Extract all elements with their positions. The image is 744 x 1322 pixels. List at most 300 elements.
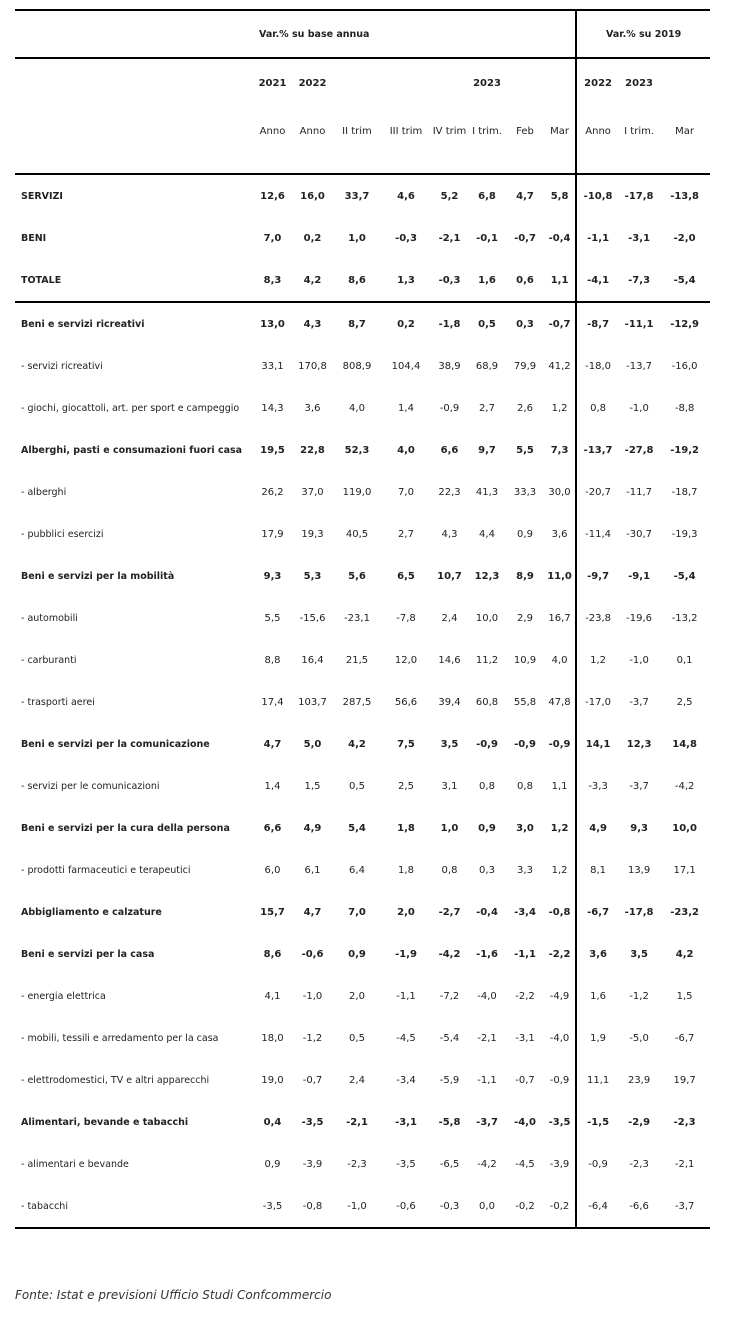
- cell-value: 3,6: [576, 933, 619, 975]
- cell-value: -5,8: [438, 1116, 461, 1128]
- cell-value: 23,9: [627, 1074, 651, 1086]
- cell-value: -11,4: [576, 513, 619, 555]
- cell-value: 1,2: [550, 822, 569, 834]
- cell-value: 3,5: [440, 738, 459, 750]
- cell-value: 170,8: [298, 360, 327, 372]
- row-label: BENI: [21, 232, 47, 244]
- row-label: Beni e servizi per la cura della persona: [21, 822, 230, 834]
- cell-value: 3,0: [516, 822, 534, 834]
- cell-value: -11,1: [624, 318, 654, 330]
- row-label: - mobili, tessili e arredamento per la casa: [21, 1032, 219, 1044]
- cell-value: 1,0: [440, 822, 459, 834]
- cell-value: -0,9: [576, 1143, 619, 1185]
- cell-value: -23,2: [670, 906, 700, 918]
- cell-value: 33,3: [513, 486, 537, 498]
- cell-value: -0,3: [395, 232, 417, 244]
- table-row: [15, 849, 710, 891]
- cell-value: 33,1: [261, 360, 284, 372]
- cell-value: -6,6: [619, 1185, 659, 1228]
- period-header: Anno: [253, 91, 292, 174]
- cell-value: 14,3: [261, 402, 284, 414]
- cell-value: -6,4: [576, 1185, 619, 1228]
- cell-value: 3,6: [551, 528, 568, 540]
- cell-value: 0,2: [303, 232, 322, 244]
- cell-value: -0,7: [515, 1074, 535, 1086]
- cell-value: 5,4: [348, 822, 366, 834]
- cell-value: 5,8: [550, 190, 569, 202]
- cell-value: -13,7: [576, 429, 619, 471]
- cell-value: 2,9: [517, 612, 533, 624]
- cell-value: 0,5: [349, 1032, 365, 1044]
- cell-value: 1,1: [551, 780, 568, 792]
- table-row: [15, 1143, 710, 1185]
- cell-value: 6,1: [304, 864, 321, 876]
- cell-value: -5,0: [629, 1032, 649, 1044]
- cell-value: 2,7: [398, 528, 414, 540]
- cell-value: 40,5: [345, 528, 369, 540]
- row-label: - servizi per le comunicazioni: [21, 780, 160, 792]
- table-row: [15, 681, 710, 723]
- data-table: [15, 9, 710, 1229]
- cell-value: 0,8: [576, 387, 619, 429]
- cell-value: -0,9: [439, 402, 460, 414]
- cell-value: -2,1: [674, 1158, 695, 1170]
- cell-value: -4,0: [514, 1116, 536, 1128]
- table-row: [15, 639, 710, 681]
- cell-value: 0,4: [263, 1116, 282, 1128]
- cell-value: 6,6: [440, 444, 459, 456]
- cell-value: -9,1: [628, 570, 651, 582]
- cell-value: 0,8: [479, 780, 495, 792]
- cell-value: -2,3: [673, 1116, 696, 1128]
- row-label: - prodotti farmaceutici e terapeutici: [21, 864, 191, 876]
- header-blank: [15, 10, 253, 58]
- cell-value: 8,6: [333, 259, 381, 302]
- cell-value: -3,7: [629, 780, 649, 792]
- cell-value: 4,2: [348, 738, 366, 750]
- cell-value: 1,6: [576, 975, 619, 1017]
- table-row: [15, 765, 710, 807]
- cell-value: -0,9: [476, 738, 498, 750]
- cell-value: -10,8: [576, 174, 619, 217]
- cell-value: -3,5: [396, 1158, 416, 1170]
- cell-value: 5,3: [303, 570, 322, 582]
- source-note: Fonte: Istat e previsioni Ufficio Studi Confcommercio: [15, 1288, 332, 1302]
- cell-value: -6,5: [439, 1158, 460, 1170]
- cell-value: 41,3: [475, 486, 499, 498]
- table-row: [15, 513, 710, 555]
- cell-value: -1,1: [477, 1074, 497, 1086]
- row-label: - alberghi: [21, 486, 67, 498]
- cell-value: 68,9: [475, 360, 499, 372]
- cell-value: 11,1: [576, 1059, 619, 1101]
- cell-value: 4,2: [292, 259, 333, 302]
- cell-value: -1,0: [333, 1185, 381, 1228]
- row-label: Beni e servizi per la comunicazione: [21, 738, 210, 750]
- cell-value: -27,8: [624, 444, 654, 456]
- cell-value: 4,2: [675, 948, 694, 960]
- cell-value: 1,0: [348, 232, 366, 244]
- cell-value: -19,2: [670, 444, 700, 456]
- cell-value: 808,9: [342, 360, 372, 372]
- cell-value: -0,7: [548, 318, 571, 330]
- cell-value: -0,9: [514, 738, 536, 750]
- cell-value: -0,3: [431, 259, 468, 302]
- cell-value: 22,8: [300, 444, 325, 456]
- period-header: Mar: [659, 91, 710, 174]
- cell-value: -5,4: [673, 570, 696, 582]
- cell-value: -2,1: [477, 1032, 497, 1044]
- year-2022: 2022: [298, 78, 327, 89]
- cell-value: 119,0: [342, 486, 372, 498]
- cell-value: 8,3: [253, 259, 292, 302]
- cell-value: 0,9: [264, 1158, 281, 1170]
- cell-value: 7,0: [398, 486, 414, 498]
- cell-value: 11,2: [475, 654, 499, 666]
- cell-value: -3,3: [576, 765, 619, 807]
- cell-value: -1,2: [302, 1032, 323, 1044]
- cell-value: 3,1: [441, 780, 458, 792]
- cell-value: 7,5: [397, 738, 415, 750]
- cell-value: 13,0: [260, 318, 285, 330]
- cell-value: -13,7: [626, 360, 653, 372]
- cell-value: 2,4: [441, 612, 458, 624]
- cell-value: 0,9: [348, 948, 366, 960]
- cell-value: 56,6: [394, 696, 418, 708]
- cell-value: 17,9: [261, 528, 284, 540]
- table-row: [15, 975, 710, 1017]
- cell-value: 16,0: [300, 190, 325, 202]
- cell-value: -2,3: [347, 1158, 367, 1170]
- cell-value: 8,1: [576, 849, 619, 891]
- table-row: [15, 471, 710, 513]
- row-label: Alberghi, pasti e consumazioni fuori casa: [21, 444, 243, 456]
- cell-value: -0,2: [544, 1185, 576, 1228]
- cell-value: -1,1: [396, 990, 416, 1002]
- cell-value: 19,7: [673, 1074, 696, 1086]
- cell-value: 5,2: [440, 190, 459, 202]
- row-label: - trasporti aerei: [21, 696, 95, 708]
- cell-value: -8,8: [674, 402, 695, 414]
- cell-value: 60,8: [475, 696, 499, 708]
- cell-value: -1,0: [629, 654, 649, 666]
- cell-value: -16,0: [671, 360, 698, 372]
- cell-value: 17,4: [261, 696, 284, 708]
- cell-value: -8,7: [576, 302, 619, 345]
- cell-value: 4,0: [551, 654, 568, 666]
- cell-value: -0,4: [548, 232, 571, 244]
- cell-value: 0,3: [516, 318, 534, 330]
- row-label: TOTALE: [15, 259, 253, 302]
- table-row: [15, 933, 710, 975]
- cell-value: -1,1: [514, 948, 536, 960]
- cell-value: -3,7: [629, 696, 649, 708]
- cell-value: 4,9: [303, 822, 322, 834]
- cell-value: 0,9: [517, 528, 533, 540]
- table-row: [15, 302, 710, 345]
- period-header: III trim: [381, 91, 431, 174]
- cell-value: -4,2: [674, 780, 695, 792]
- cell-value: -3,1: [628, 232, 651, 244]
- period-header: Feb: [506, 91, 544, 174]
- cell-value: -12,9: [670, 318, 700, 330]
- cell-value: -9,7: [576, 555, 619, 597]
- cell-value: -18,7: [671, 486, 698, 498]
- table-row: [15, 174, 710, 217]
- cell-value: -0,6: [301, 948, 324, 960]
- cell-value: -1,0: [302, 990, 323, 1002]
- cell-value: 26,2: [261, 486, 284, 498]
- row-label: - carburanti: [21, 654, 77, 666]
- cell-value: 12,6: [260, 190, 285, 202]
- cell-value: -4,0: [549, 1032, 570, 1044]
- cell-value: -4,2: [438, 948, 461, 960]
- cell-value: -2,2: [515, 990, 535, 1002]
- cell-value: 47,8: [548, 696, 571, 708]
- cell-value: 2,5: [398, 780, 414, 792]
- table-row: [15, 387, 710, 429]
- cell-value: 6,5: [397, 570, 415, 582]
- cell-value: 6,6: [263, 822, 282, 834]
- cell-value: 1,9: [576, 1017, 619, 1059]
- cell-value: 10,0: [475, 612, 499, 624]
- period-header: IV trim: [431, 91, 468, 174]
- cell-value: 19,3: [301, 528, 324, 540]
- row-label: - tabacchi: [15, 1185, 253, 1228]
- cell-value: -0,4: [476, 906, 498, 918]
- cell-value: 7,3: [550, 444, 569, 456]
- cell-value: 8,6: [263, 948, 282, 960]
- row-label: - automobili: [21, 612, 78, 624]
- cell-value: 0,6: [506, 259, 544, 302]
- cell-value: 0,8: [441, 864, 458, 876]
- cell-value: -4,9: [549, 990, 570, 1002]
- cell-value: 1,5: [676, 990, 693, 1002]
- cell-value: 9,3: [630, 822, 648, 834]
- cell-value: -0,7: [302, 1074, 323, 1086]
- cell-value: 39,4: [438, 696, 461, 708]
- cell-value: 79,9: [513, 360, 537, 372]
- cell-value: 1,2: [551, 402, 568, 414]
- table-row: [15, 723, 710, 765]
- cell-value: 1,5: [304, 780, 321, 792]
- cell-value: -4,5: [515, 1158, 535, 1170]
- cell-value: -3,7: [659, 1185, 710, 1228]
- cell-value: -6,7: [674, 1032, 695, 1044]
- table-row: [15, 807, 710, 849]
- cell-value: -4,5: [396, 1032, 416, 1044]
- cell-value: 41,2: [548, 360, 571, 372]
- cell-value: 17,1: [673, 864, 696, 876]
- cell-value: -0,9: [548, 738, 571, 750]
- table-row: [15, 217, 710, 259]
- cell-value: 14,8: [672, 738, 697, 750]
- cell-value: -4,0: [477, 990, 497, 1002]
- cell-value: 14,6: [438, 654, 461, 666]
- table-row: [15, 259, 710, 302]
- row-label: - alimentari e bevande: [21, 1158, 129, 1170]
- cell-value: -0,3: [431, 1185, 468, 1228]
- cell-value: 0,5: [349, 780, 365, 792]
- cell-value: 2,6: [517, 402, 533, 414]
- cell-value: -0,7: [514, 232, 536, 244]
- cell-value: 22,3: [438, 486, 461, 498]
- cell-value: 16,4: [301, 654, 324, 666]
- cell-value: 1,2: [551, 864, 568, 876]
- cell-value: -7,3: [619, 259, 659, 302]
- year-2022-b: 2022: [576, 58, 619, 91]
- cell-value: 4,6: [397, 190, 415, 202]
- cell-value: 103,7: [298, 696, 327, 708]
- cell-value: 2,0: [397, 906, 415, 918]
- row-label: - pubblici esercizi: [21, 528, 104, 540]
- row-label: Abbigliamento e calzature: [21, 906, 162, 918]
- cell-value: -2,1: [438, 232, 461, 244]
- period-header: I trim.: [468, 91, 506, 174]
- table-row: [15, 1017, 710, 1059]
- cell-value: 2,0: [349, 990, 365, 1002]
- table-row: [15, 597, 710, 639]
- cell-value: -6,7: [576, 891, 619, 933]
- cell-value: 3,5: [630, 948, 648, 960]
- row-label: - servizi ricreativi: [21, 360, 103, 372]
- cell-value: 4,4: [479, 528, 495, 540]
- table-body: [15, 174, 710, 1228]
- cell-value: -3,7: [476, 1116, 498, 1128]
- cell-value: 5,6: [348, 570, 366, 582]
- period-header: I trim.: [619, 91, 659, 174]
- cell-value: -1,2: [629, 990, 649, 1002]
- cell-value: 4,7: [516, 190, 534, 202]
- cell-value: 2,4: [349, 1074, 365, 1086]
- cell-value: 0,8: [517, 780, 533, 792]
- cell-value: 0,3: [479, 864, 495, 876]
- group-annual-label: Var.% su base annua: [253, 10, 576, 58]
- cell-value: 7,0: [348, 906, 366, 918]
- cell-value: 11,0: [547, 570, 572, 582]
- cell-value: -5,4: [439, 1032, 460, 1044]
- cell-value: 0,0: [468, 1185, 506, 1228]
- cell-value: -5,4: [659, 259, 710, 302]
- cell-value: 1,1: [544, 259, 576, 302]
- cell-value: -4,2: [477, 1158, 497, 1170]
- row-label: Beni e servizi per la casa: [21, 948, 155, 960]
- period-header: II trim: [333, 91, 381, 174]
- table-row: [15, 1185, 710, 1228]
- cell-value: -7,8: [396, 612, 416, 624]
- group-2019-label: Var.% su 2019: [576, 10, 710, 58]
- cell-value: -0,8: [292, 1185, 333, 1228]
- cell-value: 4,0: [349, 402, 365, 414]
- table-row: [15, 345, 710, 387]
- cell-value: -1,6: [476, 948, 498, 960]
- table-row: [15, 555, 710, 597]
- table-row: [15, 891, 710, 933]
- period-header: Anno: [576, 91, 619, 174]
- cell-value: -3,5: [301, 1116, 324, 1128]
- cell-value: 4,0: [397, 444, 415, 456]
- cell-value: -2,9: [628, 1116, 651, 1128]
- cell-value: 6,0: [264, 864, 281, 876]
- table-row: [15, 429, 710, 471]
- row-label: Alimentari, bevande e tabacchi: [21, 1116, 189, 1128]
- cell-value: 5,5: [516, 444, 534, 456]
- cell-value: -0,6: [381, 1185, 431, 1228]
- cell-value: -1,8: [438, 318, 461, 330]
- cell-value: 8,7: [348, 318, 366, 330]
- cell-value: -3,9: [549, 1158, 570, 1170]
- cell-value: -17,8: [624, 906, 654, 918]
- row-label: - energia elettrica: [21, 990, 106, 1002]
- cell-value: 21,5: [345, 654, 369, 666]
- cell-value: 52,3: [344, 444, 370, 456]
- cell-value: 15,7: [260, 906, 285, 918]
- row-label: SERVIZI: [21, 190, 63, 202]
- cell-value: 1,8: [397, 822, 415, 834]
- cell-value: -2,7: [438, 906, 461, 918]
- cell-value: 5,5: [264, 612, 281, 624]
- cell-value: -2,0: [673, 232, 696, 244]
- cell-value: 10,9: [513, 654, 537, 666]
- cell-value: 18,0: [261, 1032, 284, 1044]
- cell-value: 1,4: [264, 780, 281, 792]
- cell-value: -30,7: [626, 528, 653, 540]
- cell-value: -3,1: [395, 1116, 417, 1128]
- cell-value: -1,1: [576, 217, 619, 259]
- cell-value: -2,2: [548, 948, 571, 960]
- cell-value: 0,1: [676, 654, 693, 666]
- cell-value: -0,2: [506, 1185, 544, 1228]
- cell-value: -17,0: [576, 681, 619, 723]
- cell-value: -3,4: [396, 1074, 416, 1086]
- cell-value: 9,7: [478, 444, 496, 456]
- cell-value: 37,0: [301, 486, 324, 498]
- cell-value: 5,0: [303, 738, 322, 750]
- cell-value: -3,9: [302, 1158, 323, 1170]
- cell-value: 10,0: [672, 822, 697, 834]
- cell-value: -1,5: [576, 1101, 619, 1143]
- cell-value: 19,5: [260, 444, 285, 456]
- cell-value: 1,6: [468, 259, 506, 302]
- cell-value: 12,3: [474, 570, 500, 582]
- cell-value: 1,4: [398, 402, 414, 414]
- cell-value: -19,6: [626, 612, 653, 624]
- cell-value: 13,9: [627, 864, 651, 876]
- cell-value: 4,9: [576, 807, 619, 849]
- cell-value: 9,3: [263, 570, 282, 582]
- cell-value: -19,3: [671, 528, 698, 540]
- cell-value: 1,2: [576, 639, 619, 681]
- year-2023: 2023: [473, 78, 501, 89]
- cell-value: 8,8: [264, 654, 281, 666]
- cell-value: 1,3: [381, 259, 431, 302]
- row-label: Beni e servizi ricreativi: [21, 318, 145, 330]
- cell-value: -2,1: [346, 1116, 368, 1128]
- cell-value: -3,1: [515, 1032, 535, 1044]
- table-row: [15, 1101, 710, 1143]
- cell-value: -13,2: [671, 612, 698, 624]
- cell-value: 12,3: [626, 738, 652, 750]
- cell-value: 4,7: [263, 738, 282, 750]
- cell-value: -0,1: [476, 232, 498, 244]
- cell-value: 4,7: [303, 906, 322, 918]
- cell-value: 33,7: [344, 190, 370, 202]
- cell-value: -7,2: [439, 990, 460, 1002]
- cell-value: -15,6: [299, 612, 326, 624]
- cell-value: -1,0: [629, 402, 649, 414]
- row-label: - elettrodomestici, TV e altri apparecchi: [21, 1074, 210, 1086]
- year-2021: 2021: [258, 78, 287, 89]
